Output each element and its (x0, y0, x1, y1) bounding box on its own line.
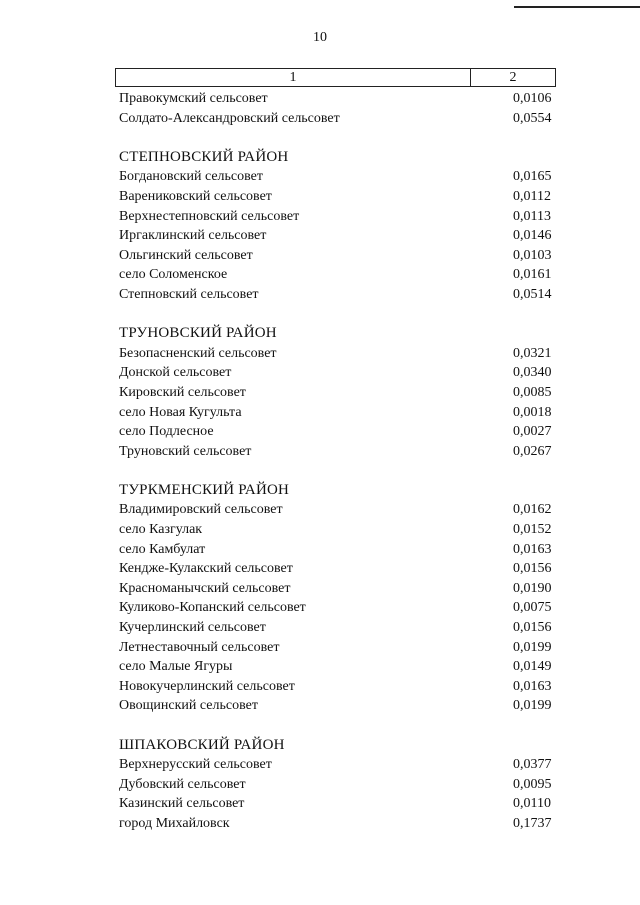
table-body (119, 89, 559, 834)
coefficient-value: 0,0075 (513, 600, 552, 616)
table-row (119, 403, 559, 423)
table-row (119, 246, 559, 266)
coefficient-value: 0,0156 (513, 561, 552, 577)
coefficient-value: 0,0110 (513, 796, 551, 812)
table-row (119, 344, 559, 364)
settlement-name: село Малые Ягуры (119, 659, 233, 675)
settlement-name: Красноманычский сельсовет (119, 580, 291, 596)
table-row (119, 559, 559, 579)
coefficient-value: 0,0163 (513, 678, 552, 694)
district-heading: ШПАКОВСКИЙ РАЙОН (119, 736, 285, 753)
table-row (119, 363, 559, 383)
coefficient-value: 0,0149 (513, 659, 552, 675)
coefficient-value: 0,0162 (513, 502, 552, 518)
settlement-name: Безопасненский сельсовет (119, 345, 277, 361)
table-row (119, 226, 559, 246)
settlement-name: Куликово-Копанский сельсовет (119, 600, 306, 616)
table-row (119, 207, 559, 227)
settlement-name: Казинский сельсовет (119, 796, 245, 812)
coefficient-value: 0,0156 (513, 620, 552, 636)
coefficient-value: 0,0027 (513, 424, 552, 440)
coefficient-value: 0,0514 (513, 286, 552, 302)
coefficient-value: 0,0095 (513, 776, 552, 792)
coefficient-value: 0,0018 (513, 404, 552, 420)
table-row (119, 657, 559, 677)
table-row (119, 422, 559, 442)
table-row (119, 167, 559, 187)
settlement-name: Степновский сельсовет (119, 286, 259, 302)
coefficient-value: 0,0190 (513, 580, 552, 596)
section-spacer (119, 716, 559, 736)
settlement-name: Верхнестепновский сельсовет (119, 208, 300, 224)
table-row (119, 677, 559, 697)
table-row (119, 696, 559, 716)
settlement-name: Новокучерлинский сельсовет (119, 678, 295, 694)
settlement-name: Варениковский сельсовет (119, 188, 272, 204)
settlement-name: Солдато-Александровский сельсовет (119, 110, 340, 126)
settlement-name: Кендже-Кулакский сельсовет (119, 561, 293, 577)
top-rule (514, 6, 640, 8)
table-row (119, 540, 559, 560)
coefficient-value: 0,0165 (513, 169, 552, 185)
settlement-name: село Соломенское (119, 267, 228, 283)
settlement-name: Кучерлинский сельсовет (119, 620, 266, 636)
settlement-name: Кировский сельсовет (119, 384, 246, 400)
table-row (119, 638, 559, 658)
coefficient-value: 0,0161 (513, 267, 552, 283)
page-number: 10 (313, 30, 327, 45)
settlement-name: Владимировский сельсовет (119, 502, 283, 518)
settlement-name: Верхнерусский сельсовет (119, 757, 272, 773)
settlement-name: село Новая Кугульта (119, 404, 242, 420)
table-row (119, 775, 559, 795)
settlement-name: Овощинский сельсовет (119, 698, 258, 714)
settlement-name: Летнестaвочный сельсовет (119, 639, 280, 655)
table-row (119, 520, 559, 540)
section-spacer (119, 305, 559, 325)
coefficient-value: 0,0146 (513, 228, 552, 244)
settlement-name: Труновский сельсовет (119, 443, 252, 459)
coefficient-value: 0,0199 (513, 639, 552, 655)
settlement-name: Богдановский сельсовет (119, 169, 263, 185)
coefficient-value: 0,0377 (513, 757, 552, 773)
column-header-2: 2 (509, 70, 517, 85)
coefficient-value: 0,1737 (513, 815, 552, 831)
settlement-name: Донской сельсовет (119, 365, 232, 381)
table-row (119, 794, 559, 814)
table-row (119, 109, 559, 129)
column-header-1: 1 (116, 69, 471, 86)
settlement-name: Иргаклинский сельсовет (119, 228, 267, 244)
coefficient-value: 0,0199 (513, 698, 552, 714)
settlement-name: село Казгулак (119, 522, 203, 538)
district-heading: ТРУНОВСКИЙ РАЙОН (119, 325, 277, 342)
table-row (119, 598, 559, 618)
settlement-name: город Михайловск (119, 815, 230, 831)
settlement-name: Правокумский сельсовет (119, 91, 268, 106)
coefficient-value: 0,0152 (513, 522, 552, 538)
coefficient-value: 0,0103 (513, 247, 552, 263)
district-heading: ТУРКМЕНСКИЙ РАЙОН (119, 481, 290, 498)
table-row (119, 285, 559, 305)
section-spacer (119, 128, 559, 148)
settlement-name: село Камбулат (119, 541, 206, 557)
table-row (119, 755, 559, 775)
table-row (119, 618, 559, 638)
coefficient-value: 0,0112 (513, 188, 551, 204)
table-row (119, 265, 559, 285)
table-row (119, 579, 559, 599)
coefficient-value: 0,0106 (513, 91, 552, 106)
coefficient-value: 0,0340 (513, 365, 552, 381)
table-header (115, 68, 556, 87)
table-row (119, 187, 559, 207)
coefficient-value: 0,0113 (513, 208, 551, 224)
table-row (119, 814, 559, 834)
table-row (119, 442, 559, 462)
district-heading: СТЕПНОВСКИЙ РАЙОН (119, 148, 289, 165)
coefficient-value: 0,0321 (513, 345, 552, 361)
settlement-name: Дубовский сельсовет (119, 776, 246, 792)
settlement-name: Ольгинский сельсовет (119, 247, 253, 263)
table-row (119, 383, 559, 403)
coefficient-value: 0,0267 (513, 443, 552, 459)
table-row (119, 89, 559, 109)
coefficient-value: 0,0163 (513, 541, 552, 557)
settlement-name: село Подлесное (119, 424, 214, 440)
section-spacer (119, 461, 559, 481)
coefficient-value: 0,0085 (513, 384, 552, 400)
table-row (119, 500, 559, 520)
coefficient-value: 0,0554 (513, 110, 552, 126)
